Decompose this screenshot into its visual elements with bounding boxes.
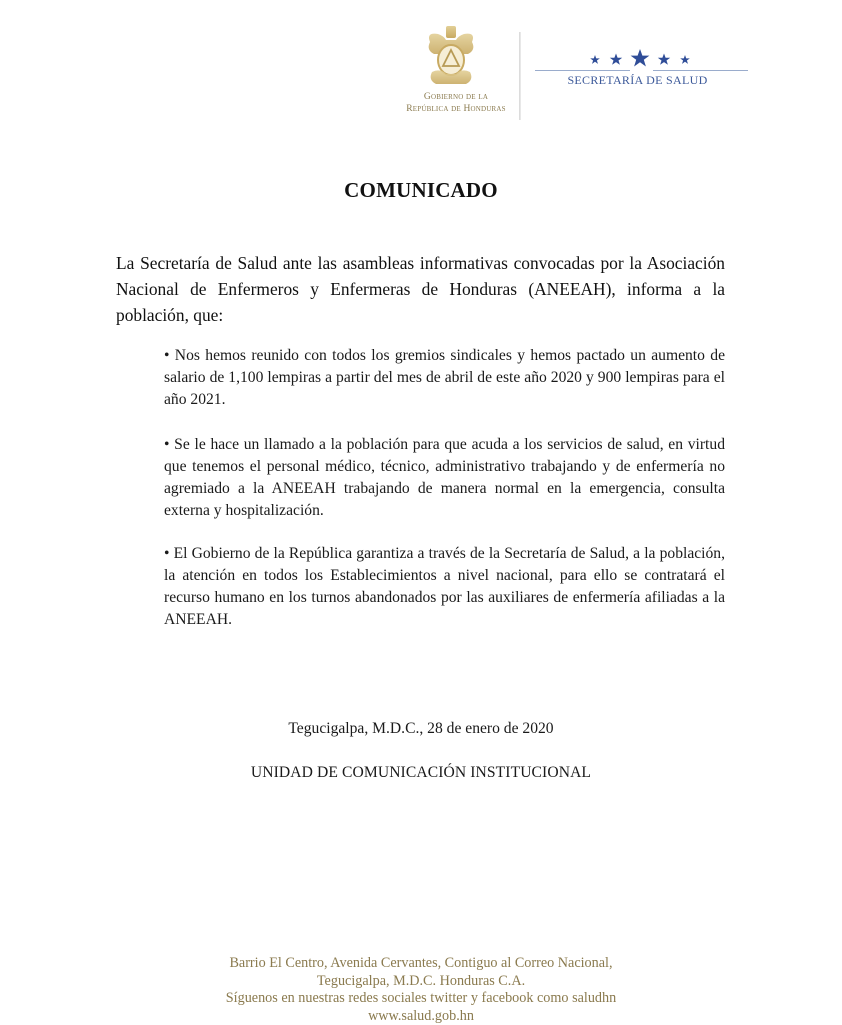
government-name-line1: Gobierno de la bbox=[400, 91, 512, 103]
footer-social: Síguenos en nuestras redes sociales twitter y facebook como saludhn bbox=[0, 990, 842, 1008]
government-name-line2: República de Honduras bbox=[400, 103, 512, 115]
ministry-logo bbox=[530, 48, 735, 98]
government-logo bbox=[400, 24, 512, 120]
intro-paragraph: La Secretaría de Salud ante las asambleas informativas convocadas por la Asociación Nacional de Enfermeros y Enfermeras de Honduras (ANEEAH), informa a la población, que: bbox=[116, 250, 725, 328]
stars-icon bbox=[585, 48, 695, 68]
footer bbox=[0, 955, 842, 1025]
ministry-line-right bbox=[653, 70, 748, 71]
letterhead bbox=[0, 0, 842, 130]
document-title: COMUNICADO bbox=[0, 178, 842, 203]
place-date: Tegucigalpa, M.D.C., 28 de enero de 2020 bbox=[0, 720, 842, 738]
ministry-name: SECRETARÍA DE SALUD bbox=[530, 73, 745, 88]
bullet-item: • Nos hemos reunido con todos los gremios sindicales y hemos pactado un aumento de salario de 1,100 lempiras a partir del mes de abril de este año 2020 y 900 lempiras para el año 2021. bbox=[164, 345, 725, 411]
bullet-item: • El Gobierno de la República garantiza a través de la Secretaría de Salud, a la población, la atención en todos los Establecimientos a nivel nacional, para ello se contratará el recurso humano en los turnos abandonados por las auxiliares de enfermería afiliadas a la ANEEAH. bbox=[164, 543, 725, 631]
signature-unit: UNIDAD DE COMUNICACIÓN INSTITUCIONAL bbox=[0, 764, 842, 782]
footer-address-line1: Barrio El Centro, Avenida Cervantes, Contiguo al Correo Nacional, bbox=[0, 955, 842, 973]
bullet-item: • Se le hace un llamado a la población para que acuda a los servicios de salud, en virtud que tenemos el personal médico, técnico, administrativo trabajando y de enfermería no agremiado a la ANEEAH trabajando de manera normal en la emergencia, consulta externa y hospitalización. bbox=[164, 434, 725, 522]
ministry-line-left bbox=[535, 70, 630, 71]
footer-website: www.salud.gob.hn bbox=[0, 1008, 842, 1025]
footer-address-line2: Tegucigalpa, M.D.C. Honduras C.A. bbox=[0, 973, 842, 991]
government-name bbox=[400, 91, 512, 115]
logo-divider bbox=[519, 32, 521, 120]
coat-of-arms-icon bbox=[422, 24, 480, 88]
